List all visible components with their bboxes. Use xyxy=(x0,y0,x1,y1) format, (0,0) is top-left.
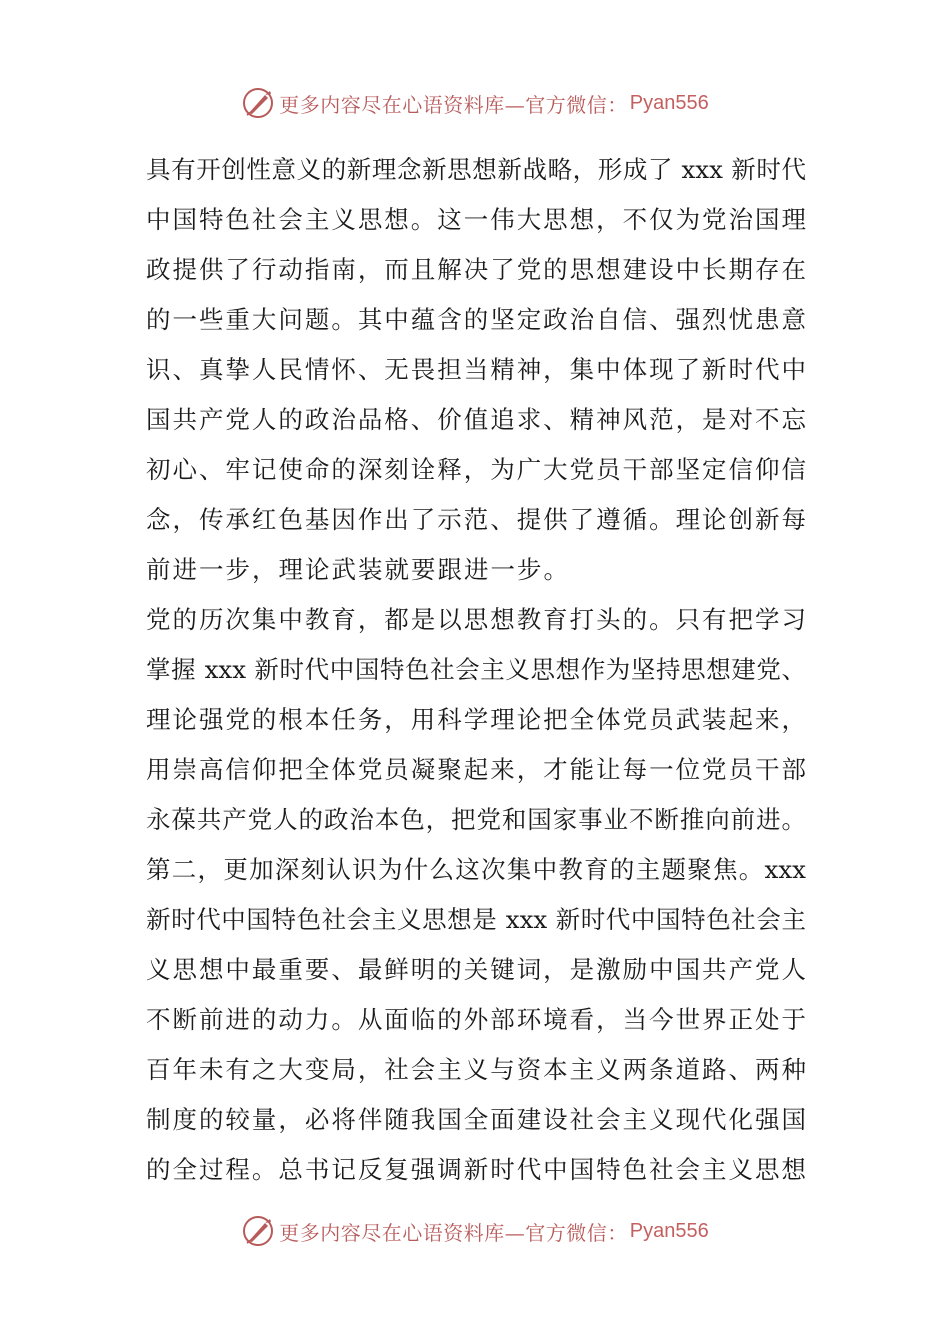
quill-logo-icon xyxy=(241,1214,275,1248)
text-line: 百年未有之大变局，社会主义与资本主义两条道路、两种 xyxy=(146,1055,806,1084)
text-line: 用崇高信仰把全体党员凝聚起来，才能让每一位党员干部 xyxy=(146,755,806,784)
text-line: 的一些重大问题。其中蕴含的坚定政治自信、强烈忧患意 xyxy=(146,305,806,334)
text-line: 初心、牢记使命的深刻诠释，为广大党员干部坚定信仰信 xyxy=(146,455,806,484)
footer-watermark xyxy=(0,1211,950,1251)
watermark-text: 更多内容尽在心语资料库—官方微信： xyxy=(279,92,628,117)
text-line: 念，传承红色基因作出了示范、提供了遵循。理论创新每 xyxy=(146,505,806,534)
text-line: 掌握 xxx 新时代中国特色社会主义思想作为坚持思想建党、 xyxy=(146,655,806,684)
text-line: 前进一步，理论武装就要跟进一步。 xyxy=(146,555,570,584)
text-line: 新时代中国特色社会主义思想是 xxx 新时代中国特色社会主 xyxy=(146,905,806,934)
watermark-wechat-id: Pyan556 xyxy=(629,1219,709,1242)
quill-logo-icon xyxy=(241,86,275,120)
header-watermark xyxy=(0,83,950,123)
text-line: 政提供了行动指南，而且解决了党的思想建设中长期存在 xyxy=(146,255,806,284)
text-line: 党的历次集中教育，都是以思想教育打头的。只有把学习 xyxy=(146,605,806,634)
text-line: 具有开创性意义的新理念新思想新战略，形成了 xxx 新时代 xyxy=(146,155,806,184)
text-line: 第二，更加深刻认识为什么这次集中教育的主题聚焦。xxx xyxy=(146,855,806,884)
text-line: 义思想中最重要、最鲜明的关键词，是激励中国共产党人 xyxy=(146,955,806,984)
text-line: 永葆共产党人的政治本色，把党和国家事业不断推向前进。 xyxy=(146,805,806,834)
text-line: 识、真挚人民情怀、无畏担当精神，集中体现了新时代中 xyxy=(146,355,806,384)
text-line: 中国特色社会主义思想。这一伟大思想，不仅为党治国理 xyxy=(146,205,806,234)
text-line: 的全过程。总书记反复强调新时代中国特色社会主义思想 xyxy=(146,1155,806,1184)
text-line: 理论强党的根本任务，用科学理论把全体党员武装起来， xyxy=(146,705,806,734)
text-line: 国共产党人的政治品格、价值追求、精神风范，是对不忘 xyxy=(146,405,806,434)
text-line: 制度的较量，必将伴随我国全面建设社会主义现代化强国 xyxy=(146,1105,806,1134)
text-line: 不断前进的动力。从面临的外部环境看，当今世界正处于 xyxy=(146,1005,806,1034)
watermark-wechat-id: Pyan556 xyxy=(629,91,709,114)
watermark-text: 更多内容尽在心语资料库—官方微信： xyxy=(279,1220,628,1245)
document-body xyxy=(146,145,806,1195)
